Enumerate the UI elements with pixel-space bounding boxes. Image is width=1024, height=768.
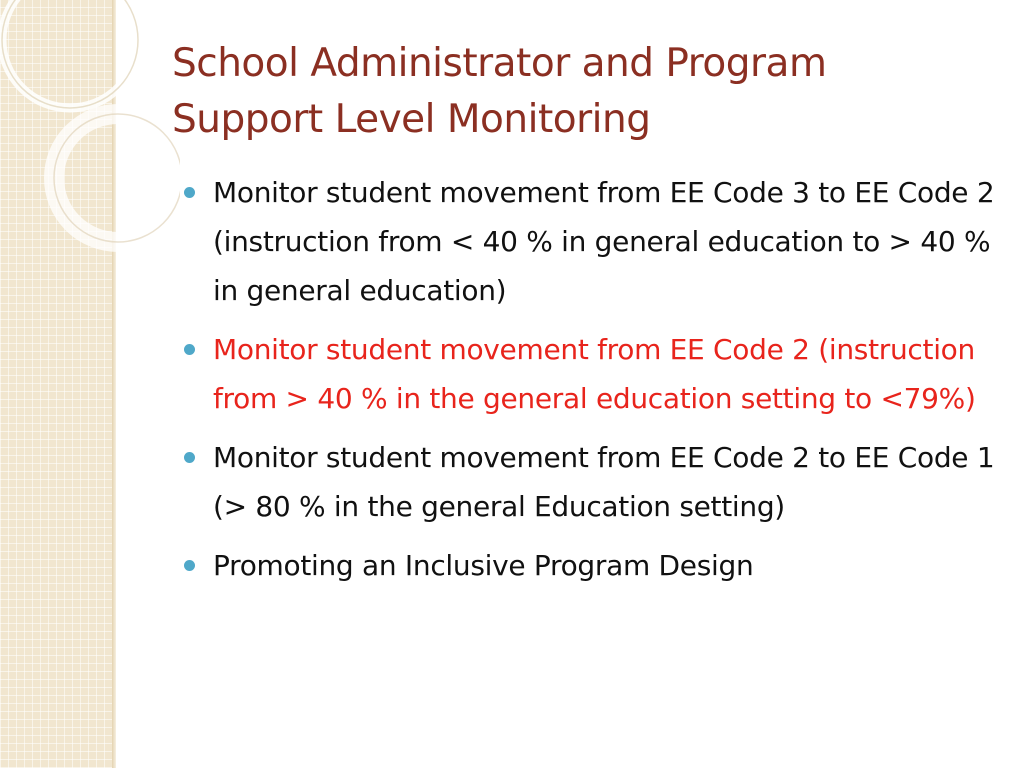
- bullet-dot-icon: [184, 452, 195, 463]
- bullet-dot-icon: [184, 187, 195, 198]
- bullet-text: Promoting an Inclusive Program Design: [213, 549, 754, 582]
- bullet-list: [176, 168, 996, 600]
- bullet-text: Monitor student movement from EE Code 2 (instruction from > 40 % in the general education setting to <79%): [213, 333, 976, 415]
- bullet-dot-icon: [184, 560, 195, 571]
- bullet-item-highlighted: [176, 325, 996, 423]
- slide-title: [172, 36, 992, 148]
- bullet-item: [176, 433, 996, 531]
- bullet-item: [176, 168, 996, 315]
- bullet-text: Monitor student movement from EE Code 3 to EE Code 2 (instruction from < 40 % in general education to > 40 % in general education): [213, 176, 995, 307]
- bullet-item: [176, 541, 996, 590]
- bullet-dot-icon: [184, 344, 195, 355]
- title-line-1: School Administrator and Program: [172, 41, 827, 86]
- title-line-2: Support Level Monitoring: [172, 97, 651, 142]
- bullet-text: Monitor student movement from EE Code 2 to EE Code 1 (> 80 % in the general Education setting): [213, 441, 995, 523]
- decorative-rings: [0, 0, 180, 260]
